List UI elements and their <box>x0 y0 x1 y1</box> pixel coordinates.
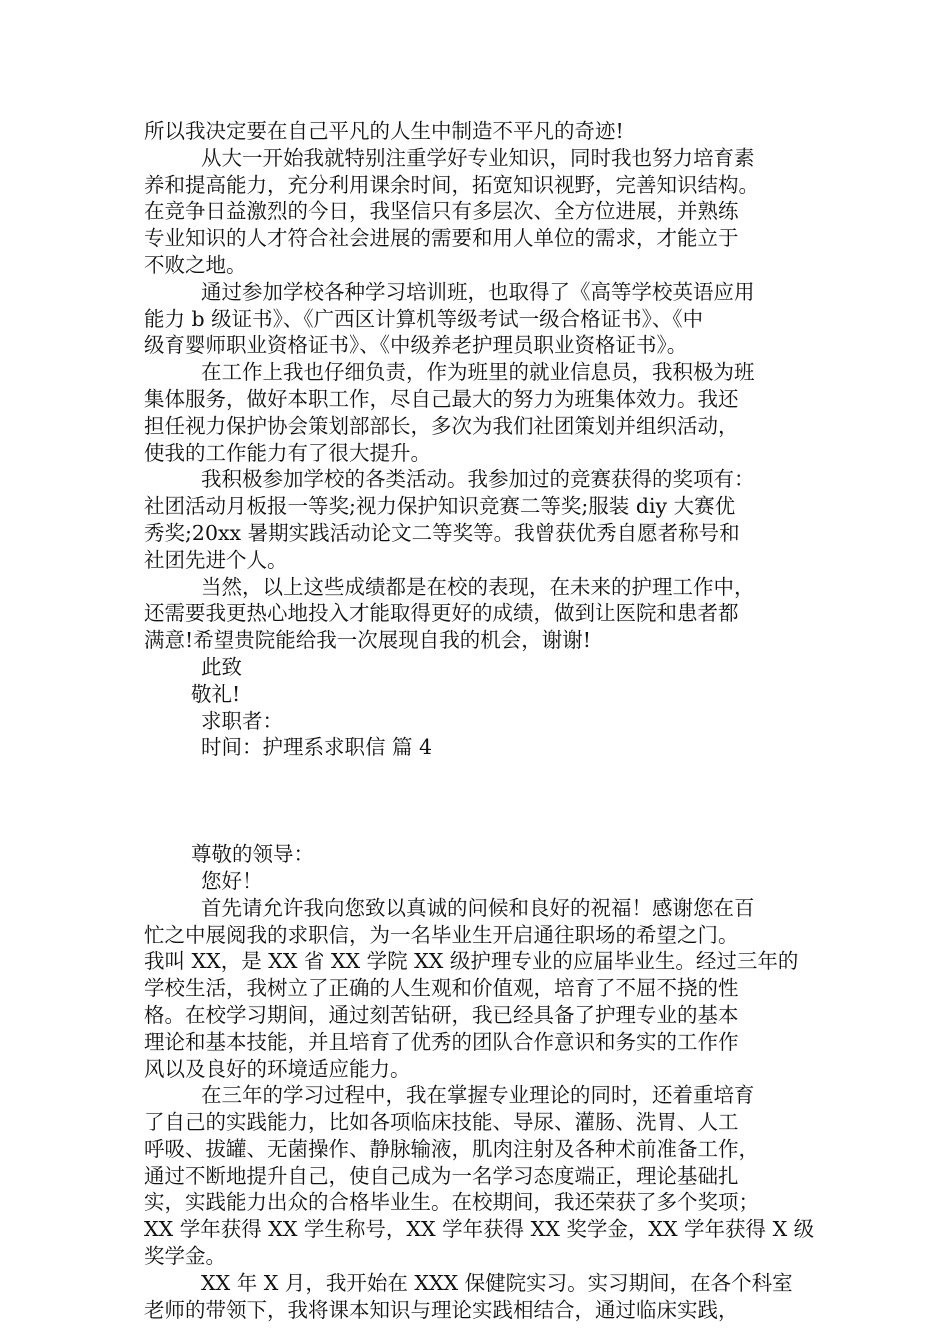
text-line: 格。在校学习期间，通过刻苦钻研，我已经具备了护理专业的基本 <box>144 1002 739 1027</box>
text-line: 当然，以上这些成绩都是在校的表现，在未来的护理工作中， <box>201 574 755 599</box>
text-line: 担任视力保护协会策划部部长，多次为我们社团策划并组织活动， <box>144 413 739 438</box>
text-line: 集体服务，做好本职工作，尽自己最大的努力为班集体效力。我还 <box>144 386 739 411</box>
text-line: 使我的工作能力有了很大提升。 <box>144 440 431 465</box>
text-line: 还需要我更热心地投入才能取得更好的成绩，做到让医院和患者都 <box>144 601 739 626</box>
text-line: 学校生活，我树立了正确的人生观和价值观，培育了不屈不挠的性 <box>144 976 739 1001</box>
text-line: 不败之地。 <box>144 252 247 277</box>
text-line: 从大一开始我就特别注重学好专业知识，同时我也努力培育素 <box>201 145 755 170</box>
text-line: 奖学金。 <box>144 1244 226 1269</box>
text-line: 所以我决定要在自己平凡的人生中制造不平凡的奇迹! <box>144 119 624 143</box>
text-line: 呼吸、拔罐、无菌操作、静脉输液，肌肉注射及各种术前准备工作， <box>144 1136 759 1161</box>
text-line: 首先请允许我向您致以真诚的问候和良好的祝福！感谢您在百 <box>201 895 755 920</box>
text-line: 满意!希望贵院能给我一次展现自我的机会，谢谢! <box>144 628 591 653</box>
text-line: 风以及良好的环境适应能力。 <box>144 1056 411 1081</box>
text-line: 敬礼! <box>191 681 241 706</box>
text-line: 级育婴师职业资格证书》、《中级养老护理员职业资格证书》。 <box>144 333 688 358</box>
text-line: 专业知识的人才符合社会进展的需要和用人单位的需求，才能立于 <box>144 226 739 251</box>
text-line: 我叫 XX，是 XX 省 XX 学院 XX 级护理专业的应届毕业生。经过三年的 <box>144 949 799 974</box>
text-line: 秀奖;20xx 暑期实践活动论文二等奖等。我曾获优秀自愿者称号和 <box>144 520 740 545</box>
text-line: 求职者： <box>201 708 283 733</box>
text-line: XX 学年获得 XX 学生称号，XX 学年获得 XX 奖学金，XX 学年获得 X 级 <box>144 1217 815 1242</box>
text-line: 您好！ <box>201 868 263 893</box>
section-gap <box>144 761 816 841</box>
text-line: 我积极参加学校的各类活动。我参加过的竞赛获得的奖项有： <box>201 467 755 492</box>
text-line: 老师的带领下，我将课本知识与理论实践相结合，通过临床实践， <box>144 1297 739 1322</box>
text-line: 社团活动月板报一等奖;视力保护知识竞赛二等奖;服装 diy 大赛优 <box>144 494 736 519</box>
text-line: 时间：护理系求职信 篇 4 <box>201 735 433 760</box>
text-line: 实，实践能力出众的合格毕业生。在校期间，我还荣获了多个奖项； <box>144 1190 759 1215</box>
text-line: 此致 <box>201 654 242 679</box>
text-line: 理论和基本技能，并且培育了优秀的团队合作意识和务实的工作作 <box>144 1029 739 1054</box>
text-line: 能力 b 级证书》、《广西区计算机等级考试一级合格证书》、《中 <box>144 306 704 331</box>
text-line: 了自己的实践能力，比如各项临床技能、导尿、灌肠、洗胃、人工 <box>144 1110 739 1135</box>
text-line: 通过参加学校各种学习培训班，也取得了《高等学校英语应用 <box>201 279 755 304</box>
text-line: 在工作上我也仔细负责，作为班里的就业信息员，我积极为班 <box>201 360 755 385</box>
text-line: XX 年 X 月，我开始在 XXX 保健院实习。实习期间，在各个科室 <box>201 1270 793 1295</box>
text-line: 养和提高能力，充分利用课余时间，拓宽知识视野，完善知识结构。 <box>144 172 759 197</box>
text-line: 忙之中展阅我的求职信，为一名毕业生开启通往职场的希望之门。 <box>144 922 739 947</box>
text-line: 社团先进个人。 <box>144 547 288 572</box>
text-line: 在三年的学习过程中，我在掌握专业理论的同时，还着重培育 <box>201 1083 755 1108</box>
text-line: 在竞争日益激烈的今日，我坚信只有多层次、全方位进展，并熟练 <box>144 199 739 224</box>
text-line: 尊敬的领导： <box>191 842 314 867</box>
document-page <box>144 118 816 1323</box>
text-line: 通过不断地提升自己，使自己成为一名学习态度端正，理论基础扎 <box>144 1163 739 1188</box>
